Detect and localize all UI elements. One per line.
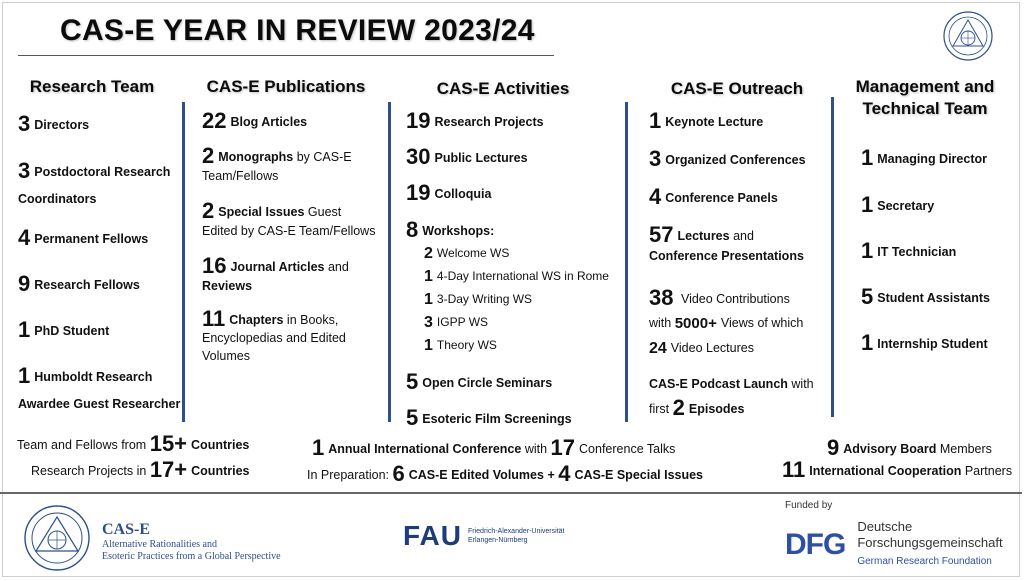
- case-branding: [102, 521, 281, 563]
- case-description: Esoteric Practices from a Global Perspective: [102, 551, 281, 562]
- dfg-name: Deutsche Forschungsgemeinschaft German Research Foundation: [857, 519, 1003, 567]
- fau-logo: [403, 520, 564, 552]
- workshop-list: [424, 242, 609, 357]
- fau-mark: FAU: [403, 520, 462, 551]
- activity-item: 5 Esoteric Film Screenings: [406, 405, 572, 430]
- workshop-item: 3 IGPP WS: [424, 314, 489, 331]
- column-divider: [388, 102, 391, 422]
- management-item: 1 Managing Director: [861, 145, 987, 170]
- activity-item: 30 Public Lectures: [406, 144, 528, 169]
- workshop-item: 1 Theory WS: [424, 337, 497, 354]
- publication-item: 2 Monographs by CAS-E Team/Fellows: [202, 143, 352, 183]
- publications-heading: CAS-E Publications: [206, 77, 366, 96]
- footer-divider: [0, 492, 1022, 494]
- research-team-item: 3 Directors: [18, 111, 90, 136]
- outreach-item: 4 Conference Panels: [649, 184, 778, 209]
- title-underline: [18, 55, 554, 56]
- dfg-logo: [785, 500, 1003, 570]
- dfg-mark: DFG: [785, 527, 846, 561]
- summary-advisory-board: 9 Advisory Board Members: [827, 435, 992, 460]
- outreach-podcast-item: CAS-E Podcast Launch with first 2 Episodes: [649, 377, 814, 420]
- summary-countries-projects: Research Projects in 17+ Countries: [31, 457, 250, 482]
- activity-item: 19 Colloquia: [406, 180, 492, 205]
- management-item: 1 IT Technician: [861, 238, 957, 263]
- publication-item: 2 Special Issues Guest Edited by CAS-E Team/Fellows: [202, 198, 376, 238]
- outreach-heading: CAS-E Outreach: [670, 79, 804, 98]
- case-name: CAS-E: [102, 521, 151, 538]
- research-team-item: 4 Permanent Fellows: [18, 225, 149, 250]
- research-team-heading: Research Team: [29, 77, 155, 96]
- management-heading-line2: Technical Team: [862, 99, 988, 118]
- summary-in-preparation: In Preparation: 6 CAS-E Edited Volumes + 4 CAS-E Special Issues: [307, 461, 704, 486]
- workshop-item: 1 4-Day International WS in Rome: [424, 268, 609, 285]
- column-divider: [831, 97, 834, 417]
- publication-item: 11 Chapters in Books, Encyclopedias and Edited Volumes: [202, 306, 346, 363]
- summary-cooperation-partners: 11 International Cooperation Partners: [782, 457, 1013, 482]
- summary-annual-conference: 1 Annual International Conference with 17 Conference Talks: [312, 435, 676, 460]
- case-logo-icon: [22, 503, 92, 573]
- summary-countries-team: Team and Fellows from 15+ Countries: [17, 431, 250, 456]
- research-team-item: 1 PhD Student: [18, 317, 110, 342]
- outreach-item: 3 Organized Conferences: [649, 146, 806, 171]
- outreach-item: 57 Lectures and Conference Presentations: [649, 222, 804, 263]
- publication-item: 22 Blog Articles: [202, 108, 308, 133]
- research-team-item: 1 Humboldt Research Awardee Guest Researcher: [18, 363, 181, 411]
- outreach-item: 1 Keynote Lecture: [649, 108, 764, 133]
- workshop-item: 1 3-Day Writing WS: [424, 291, 533, 308]
- column-divider: [625, 102, 628, 422]
- management-heading-line1: Management and: [855, 77, 995, 96]
- case-description: Alternative Rationalities and: [102, 539, 217, 550]
- management-item: 1 Secretary: [861, 192, 935, 217]
- outreach-video-item: 38 Video Contributions with 5000+ Views of which 24 Video Lectures: [649, 285, 804, 357]
- management-heading: [842, 76, 1008, 120]
- activity-item: 5 Open Circle Seminars: [406, 369, 553, 394]
- page-title: CAS-E YEAR IN REVIEW 2023/24: [60, 14, 535, 47]
- activities-heading: CAS-E Activities: [436, 79, 570, 98]
- activity-item: 19 Research Projects: [406, 108, 544, 133]
- management-item: 5 Student Assistants: [861, 284, 991, 309]
- activity-item: 8 Workshops:: [406, 217, 495, 242]
- management-item: 1 Internship Student: [861, 330, 988, 355]
- research-team-item: 3 Postdoctoral Research Coordinators: [18, 158, 171, 206]
- research-team-item: 9 Research Fellows: [18, 271, 140, 296]
- funded-by-label: Funded by: [785, 500, 833, 511]
- publication-item: 16 Journal Articles and Reviews: [202, 253, 349, 293]
- case-seal-icon: [942, 10, 994, 62]
- workshop-item: 2 Welcome WS: [424, 245, 510, 262]
- fau-name: Friedrich-Alexander-Universität Erlangen-Nürnberg: [468, 528, 565, 544]
